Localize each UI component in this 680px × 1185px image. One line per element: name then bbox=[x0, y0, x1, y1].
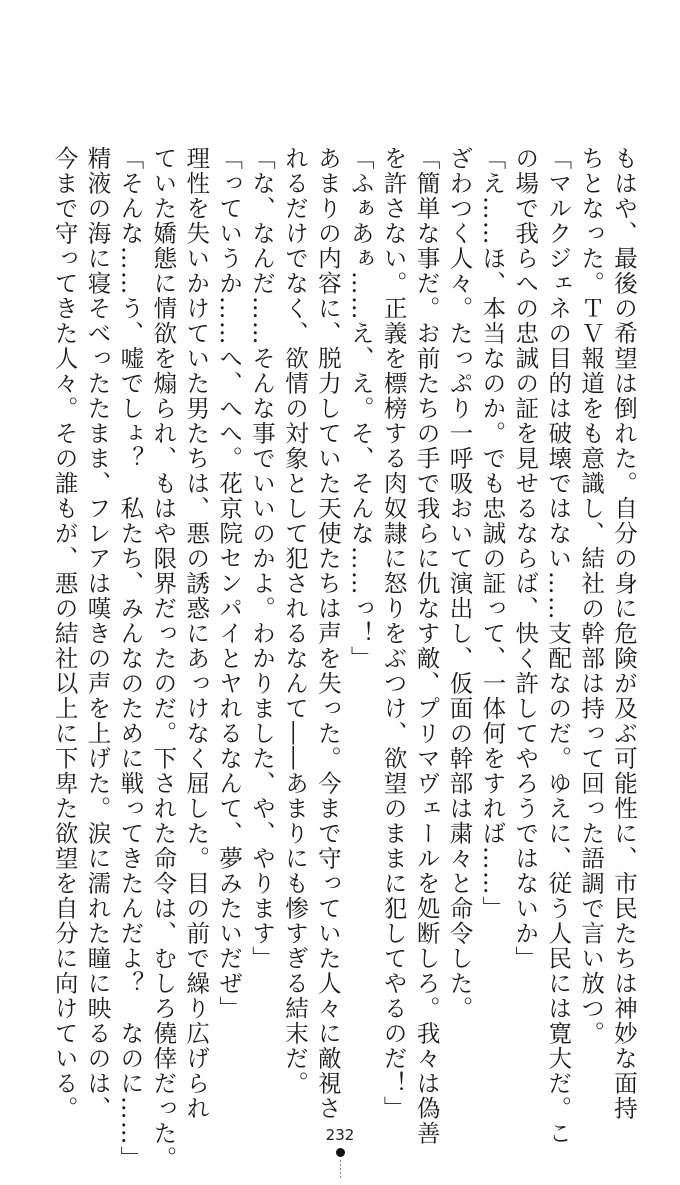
text-line: を許さない。正義を標榜する肉奴隷に怒りをぶつけ、欲望のままに犯してやるのだ！」 bbox=[379, 146, 408, 1121]
page-marker-dot bbox=[336, 1148, 345, 1157]
text-line: 「マルクジェネの目的は破壊ではない……支配なのだ。ゆえに、従う人民には寛大だ。こ bbox=[544, 146, 573, 1146]
text-line: の場で我らへの忠誠の証を見せるならば、快く許してやろうではないか」 bbox=[511, 146, 540, 971]
text-line: あまりの内容に、脱力していた天使たちは声を失った。今まで守っていた人々に敵視さ bbox=[313, 146, 342, 1121]
text-line: 「ふぁあぁ……え、え。そ、そんな……っ！」 bbox=[346, 146, 375, 671]
page-number: 232 bbox=[325, 1126, 355, 1144]
text-line: れるだけでなく、欲情の対象として犯されるなんて――あまりにも惨すぎる結末だ。 bbox=[280, 146, 309, 1096]
text-line: 「な、なんだ……そんな事でいいのかよ。わかりました、や、やります」 bbox=[248, 146, 277, 971]
text-line: もはや、最後の希望は倒れた。自分の身に危険が及ぶ可能性に、市民たちは神妙な面持 bbox=[610, 146, 638, 1121]
text-line: 「そんな……う、嘘でしょ？ 私たち、みんなのために戦ってきたんだよ？ なのに……」 bbox=[116, 146, 145, 1171]
page-marker-line bbox=[340, 1160, 341, 1180]
text-line: ざわつく人々。たっぷり一呼吸おいて演出し、仮面の幹部は粛々と命令した。 bbox=[445, 146, 474, 1021]
text-line: 精液の海に寝そべったたまま、フレアは嘆きの声を上げた。涙に濡れた瞳に映るのは、 bbox=[83, 146, 112, 1121]
text-line: 「え……ほ、本当なのか。でも忠誠の証って、一体何をすれば……」 bbox=[478, 146, 507, 921]
text-line: 今まで守ってきた人々。その誰もが、悪の結社以上に下卑た欲望を自分に向けている。 bbox=[50, 146, 79, 1121]
text-line: ていた嬌態に情欲を煽られ、もはや限界だったのだ。下された命令は、むしろ僥倖だった。 bbox=[149, 146, 178, 1171]
text-line: 「っていうか……へ、へへ。花京院センパイとヤれるなんて、夢みたいだぜ」 bbox=[215, 146, 244, 1021]
text-line: 理性を失いかけていた男たちは、悪の誘惑にあっけなく屈した。目の前で繰り広げられ bbox=[182, 146, 211, 1121]
text-line: ちとなった。ＴＶ報道をも意識し、結社の幹部は持って回った語調で言い放つ。 bbox=[577, 146, 606, 1046]
text-line: 「簡単な事だ。お前たちの手で我らに仇なす敵、プリマヴェールを処断しろ。我々は偽善 bbox=[412, 146, 441, 1146]
